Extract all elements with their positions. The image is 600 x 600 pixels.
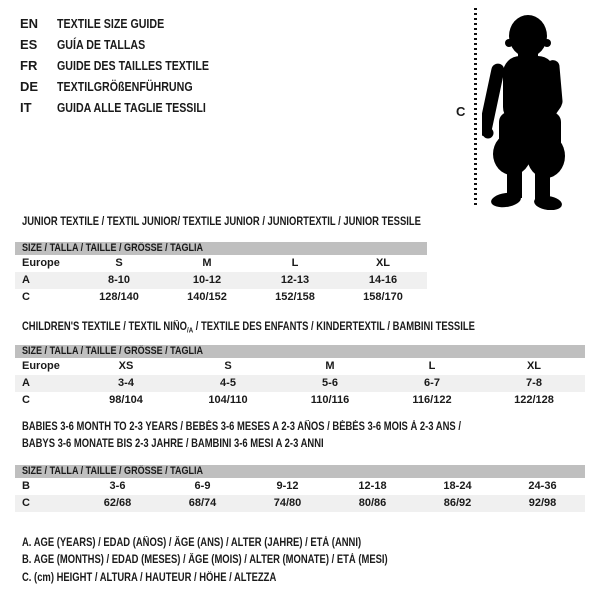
size-cell: L (291, 257, 299, 269)
size-cell: 74/80 (273, 497, 302, 509)
size-cell: 12-18 (358, 480, 387, 492)
table-row (15, 289, 427, 306)
size-header-bar (15, 242, 427, 255)
language-label: TEXTILE SIZE GUIDE (57, 16, 165, 31)
babies-size-table (15, 465, 585, 512)
language-row (20, 97, 242, 118)
size-cell: 24-36 (528, 480, 557, 492)
row-label: Europe (22, 257, 60, 269)
note-line (22, 570, 468, 587)
row-label: A (22, 274, 30, 286)
size-cell: XS (118, 360, 134, 372)
language-list (20, 13, 242, 118)
language-label: TEXTILGRÖßENFÜHRUNG (57, 79, 193, 94)
language-row (20, 76, 242, 97)
note-text: A. AGE (YEARS) / EDAD (AÑOS) / ÂGE (ANS) / ALTER (JAHRE) / ETÀ (ANNI) (22, 537, 362, 549)
babies-title-line1: BABIES 3-6 MONTH TO 2-3 YEARS / BEBÉS 3-6 MESES A 2-3 AÑOS / BÉBÉS 3-6 MOIS À 2-3 ANS / (22, 421, 461, 433)
language-label: GUÍA DE TALLAS (57, 37, 146, 52)
legend-notes (22, 535, 468, 587)
language-code: EN (20, 16, 39, 31)
table-row (15, 255, 427, 272)
language-row (20, 13, 242, 34)
size-header-text: SIZE / TALLA / TAILLE / GRÖSSE / TAGLIA (22, 242, 204, 254)
toddler-silhouette-icon (482, 6, 568, 210)
size-cell: 122/128 (514, 394, 554, 406)
size-cell: 98/104 (109, 394, 143, 406)
size-cell: 8-10 (107, 274, 131, 286)
size-cell: 3-6 (109, 480, 126, 492)
row-label: Europe (22, 360, 60, 372)
children-size-table (15, 345, 585, 409)
note-text: C. (cm) HEIGHT / ALTURA / HAUTEUR / HÖHE / ALTEZZA (22, 571, 277, 584)
size-cell: 80/86 (358, 497, 387, 509)
table-row (15, 272, 427, 289)
size-cell: 9-12 (276, 480, 299, 492)
size-cell: S (115, 257, 123, 269)
size-header-text: SIZE / TALLA / TAILLE / GRÖSSE / TAGLIA (22, 465, 204, 477)
size-cell: 3-4 (118, 377, 134, 389)
height-measure-label: C (456, 104, 466, 119)
size-cell: M (325, 360, 335, 372)
size-cell: 140/152 (187, 291, 227, 303)
table-row (15, 392, 585, 409)
size-header-text: SIZE / TALLA / TAILLE / GRÖSSE / TAGLIA (22, 345, 204, 357)
size-cell: 4-5 (220, 377, 236, 389)
language-row (20, 34, 242, 55)
children-table-title: CHILDREN'S TEXTILE / TEXTIL $NIÑO_{/A}$ / TEXTILE DES ENFANTS / KINDERTEXTIL / BAMBINI TESSILE (22, 321, 475, 335)
language-code: IT (20, 100, 32, 115)
size-cell: L (428, 360, 436, 372)
table-row (15, 375, 585, 392)
size-cell: 10-12 (192, 274, 222, 286)
size-cell: 92/98 (528, 497, 557, 509)
junior-table-title: JUNIOR TEXTILE / TEXTIL JUNIOR/ TEXTILE JUNIOR / JUNIORTEXTIL / JUNIOR TESSILE (22, 216, 421, 228)
size-cell: 110/116 (310, 394, 350, 406)
size-cell: 6-9 (194, 480, 211, 492)
size-cell: 62/68 (103, 497, 132, 509)
size-cell: 5-6 (322, 377, 338, 389)
size-cell: XL (526, 360, 542, 372)
size-cell: 18-24 (443, 480, 472, 492)
language-code: DE (20, 79, 39, 94)
height-dashed-line (474, 8, 477, 206)
note-text: B. AGE (MONTHS) / EDAD (MESES) / ÂGE (MOIS) / ALTER (MONATE) / ETÀ (MESI) (22, 554, 388, 567)
row-label: C (22, 497, 30, 509)
size-cell: 12-13 (280, 274, 310, 286)
row-label: C (22, 291, 30, 303)
size-cell: 14-16 (368, 274, 398, 286)
language-row (20, 55, 242, 76)
language-code: FR (20, 58, 38, 73)
size-cell: 104/110 (208, 394, 248, 406)
table-row (15, 495, 585, 512)
size-cell: S (224, 360, 232, 372)
row-label: C (22, 394, 30, 406)
size-cell: 152/158 (275, 291, 315, 303)
size-cell: 7-8 (526, 377, 542, 389)
size-header-bar (15, 345, 585, 358)
babies-title-line2: BABYS 3-6 MONATE BIS 2-3 JAHRE / BAMBINI 3-6 MESI A 2-3 ANNI (22, 437, 324, 450)
size-cell: 68/74 (188, 497, 217, 509)
row-label: B (22, 480, 30, 492)
babies-table-title (22, 419, 557, 452)
size-header-bar (15, 465, 585, 478)
size-cell: M (202, 257, 212, 269)
language-code: ES (20, 37, 38, 52)
junior-size-table (15, 242, 427, 306)
table-row (15, 478, 585, 495)
size-cell: XL (375, 257, 391, 269)
size-cell: 6-7 (424, 377, 440, 389)
size-cell: 86/92 (443, 497, 472, 509)
language-label: GUIDE DES TAILLES TEXTILE (57, 58, 210, 73)
size-cell: 128/140 (99, 291, 139, 303)
size-cell: 158/170 (363, 291, 403, 303)
note-line (22, 552, 468, 569)
size-cell: 116/122 (412, 394, 452, 406)
note-line (22, 535, 468, 552)
language-label: GUIDA ALLE TAGLIE TESSILI (57, 100, 206, 115)
table-row (15, 358, 585, 375)
row-label: A (22, 377, 30, 389)
